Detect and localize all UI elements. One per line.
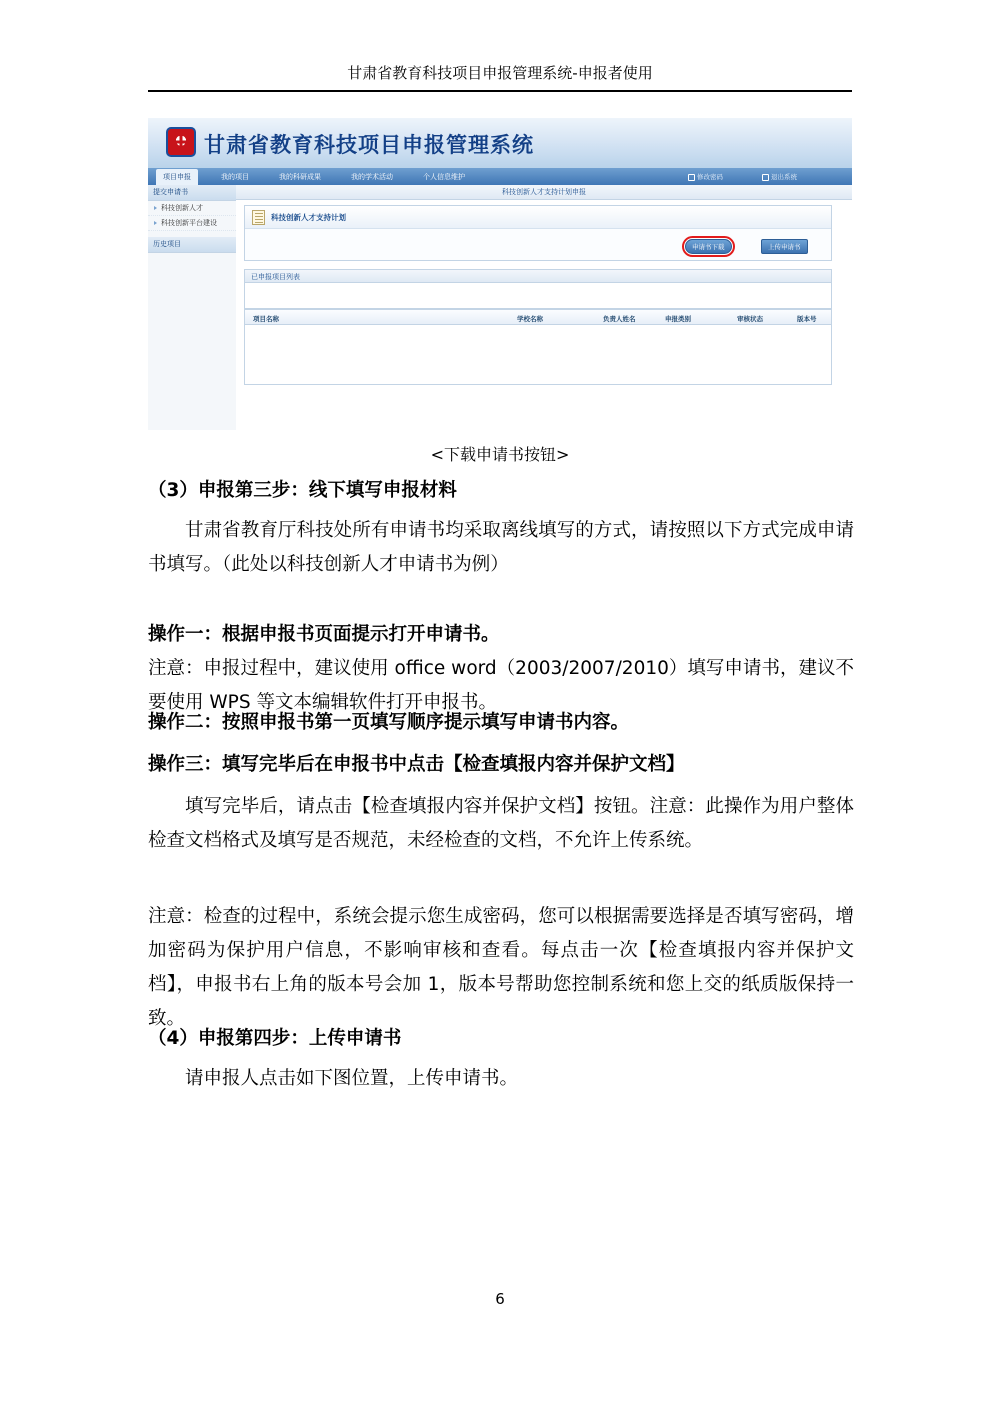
tab-my-activities[interactable]: 我的学术活动 <box>351 173 393 181</box>
heading-step3: （3）申报第三步：线下填写申报材料 <box>148 480 457 501</box>
content-area <box>236 185 852 430</box>
sidebar <box>148 185 237 430</box>
heading-operation-1: 操作一：根据申报书页面提示打开申请书。 <box>148 624 500 645</box>
heading-operation-3: 操作三：填写完毕后在申报书中点击【检查填报内容并保护文档】 <box>148 754 685 775</box>
panel-heading: 科技创新人才支持计划 <box>271 213 346 222</box>
main-navbar <box>148 168 852 186</box>
app-title: 甘肃省教育科技项目申报管理系统 <box>204 133 534 157</box>
sidebar-group-submit[interactable]: 提交申请书 <box>148 185 236 201</box>
results-table-header <box>244 309 832 325</box>
declared-list-title: 已申报项目列表 <box>244 269 832 283</box>
content-title: 科技创新人才支持计划申报 <box>236 185 852 200</box>
sidebar-item-platform[interactable]: 科技创新平台建设 <box>148 216 236 231</box>
paragraph-operation-3: 填写完毕后，请点击【检查填报内容并保护文档】按钮。注意：此操作为用户整体检查文档格式及填写是否规范，未经检查的文档，不允许上传系统。 <box>148 796 854 851</box>
document-icon <box>252 210 265 225</box>
paragraph-note-2: 注意：检查的过程中，系统会提示您生成密码，您可以根据需要选择是否填写密码，增加密码为保护用户信息，不影响审核和查看。每点击一次【检查填报内容并保护文档】，申报书右上角的版本号会加 1，版本号帮助您控制系统和您上交的纸质版保持一致。 <box>148 906 854 1029</box>
heading-operation-2: 操作二：按照申报书第一页填写顺序提示填写申请书内容。 <box>148 712 630 733</box>
panel-header <box>245 206 831 229</box>
col-project-name: 项目名称 <box>253 315 279 323</box>
lock-icon <box>688 174 695 181</box>
red-cross-shield-icon <box>166 127 196 157</box>
page-number: 6 <box>495 1290 505 1308</box>
change-password-link[interactable] <box>688 169 723 185</box>
col-leader-name: 负责人姓名 <box>603 315 636 323</box>
app-banner <box>148 118 852 169</box>
col-version: 版本号 <box>797 315 817 323</box>
results-table-body <box>244 325 832 385</box>
logout-label: 退出系统 <box>771 173 797 181</box>
sidebar-group-history[interactable]: 历史项目 <box>148 237 236 253</box>
paragraph-step4: 请申报人点击如下图位置，上传申请书。 <box>185 1068 519 1089</box>
logout-link[interactable] <box>762 169 797 185</box>
tab-my-results[interactable]: 我的科研成果 <box>279 173 321 181</box>
col-school-name: 学校名称 <box>517 315 543 323</box>
header-divider <box>148 90 852 92</box>
apply-panel <box>244 205 832 261</box>
heading-step4: （4）申报第四步：上传申请书 <box>148 1028 402 1049</box>
download-application-button[interactable]: 申请书下载 <box>685 239 732 254</box>
col-review-status: 审核状态 <box>737 315 763 323</box>
screenshot-figure <box>148 118 852 430</box>
change-password-label: 修改密码 <box>697 173 723 181</box>
declared-list-body <box>244 283 832 309</box>
col-category: 申报类别 <box>665 315 691 323</box>
sidebar-item-talent[interactable]: 科技创新人才 <box>148 201 236 216</box>
exit-icon <box>762 174 769 181</box>
tab-profile[interactable]: 个人信息维护 <box>423 173 465 181</box>
tab-project-apply[interactable]: 项目申报 <box>156 169 198 185</box>
running-header: 甘肃省教育科技项目申报管理系统-申报者使用 <box>347 64 653 82</box>
figure-caption: <下载申请书按钮> <box>430 445 570 464</box>
upload-application-button[interactable]: 上传申请书 <box>761 239 808 254</box>
tab-my-projects[interactable]: 我的项目 <box>221 173 249 181</box>
paragraph-step3: 甘肃省教育厅科技处所有申请书均采取离线填写的方式，请按照以下方式完成申请书填写。（此处以科技创新人才申请书为例） <box>148 520 854 575</box>
paragraph-note-1: 注意：申报过程中，建议使用 office word（2003/2007/2010）填写申请书，建议不要使用 WPS 等文本编辑软件打开申报书。 <box>148 658 854 713</box>
